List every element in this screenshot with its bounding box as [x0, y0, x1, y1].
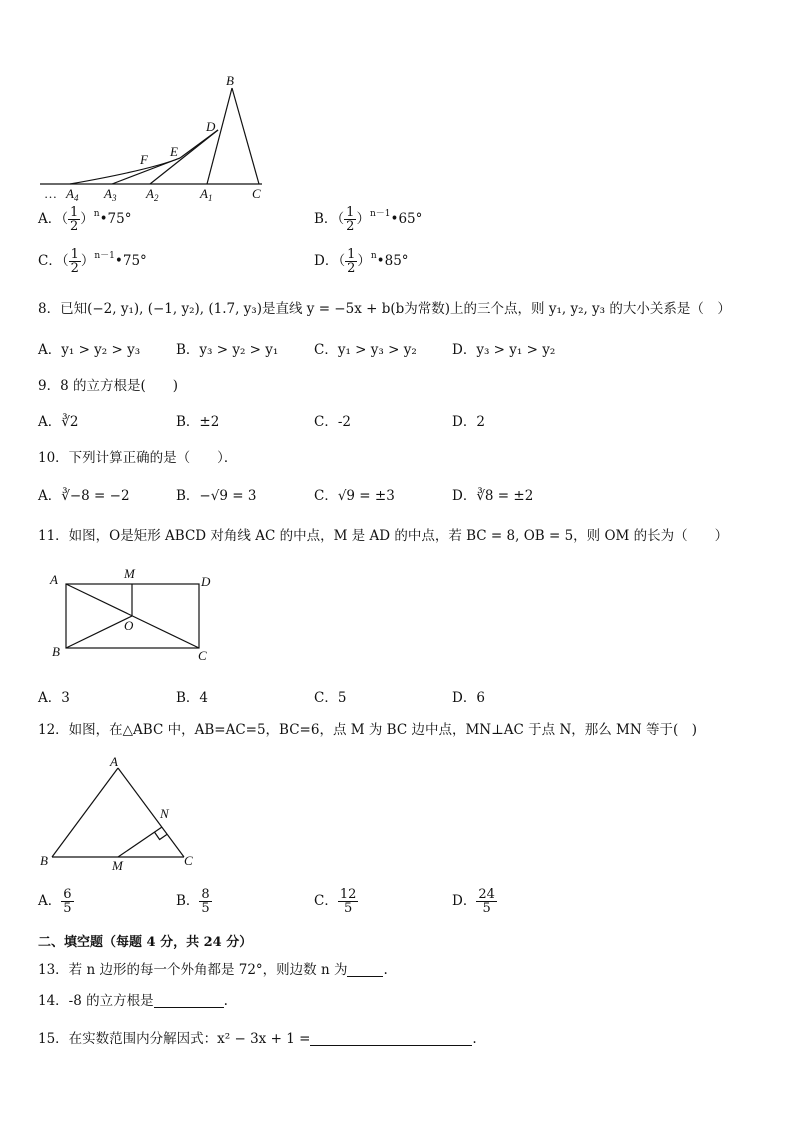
q7-label-a2: $A_2$ — [146, 186, 159, 203]
q11-label-b: B — [52, 644, 60, 659]
q14-answer-blank — [154, 993, 224, 1008]
q12-option-c: C． $\frac{12}{5}$ — [314, 887, 357, 916]
q11-label-d: D — [201, 574, 211, 589]
q11-label-a: A — [50, 572, 58, 587]
q7-label-dots: … — [44, 186, 57, 201]
q7-label-a4: $A_4$ — [66, 186, 79, 203]
q11-stem: 11．如图，O是矩形 ABCD 对角线 AC 的中点，M 是 AD 的中点，若 BC = 8, OB = 5，则 OM 的长为（ ） — [38, 528, 729, 544]
q7-option-c: C．（ $\frac{1}{2}$ ）$^{n-1}$•75° — [38, 247, 147, 276]
q10-option-c: C．√9 = ±3 — [314, 488, 395, 504]
q7-figure — [30, 70, 280, 205]
q8-option-c: C．y₁ > y₃ > y₂ — [314, 342, 417, 358]
q8-option-d: D．y₃ > y₁ > y₂ — [452, 342, 556, 358]
q12-option-d: D． $\frac{24}{5}$ — [452, 887, 495, 916]
q11-label-m: M — [124, 566, 135, 581]
q7-label-a1: $A_1$ — [200, 186, 213, 203]
q12-triangle-figure — [36, 754, 206, 874]
q11-rectangle-figure — [44, 562, 224, 666]
q9-option-b: B．±2 — [176, 414, 220, 430]
q7-label-d: D — [206, 119, 216, 134]
q11-option-a: A．3 — [38, 690, 70, 706]
fraction: $\frac{1}{2}$ — [346, 205, 355, 234]
q10-stem: 10．下列计算正确的是（ ）． — [38, 450, 238, 466]
q7-option-b: B．（ $\frac{1}{2}$ ）$^{n-1}$•65° — [314, 205, 423, 234]
q9-option-a: A．∛2 — [38, 414, 79, 430]
fraction: $\frac{1}{2}$ — [70, 205, 79, 234]
fraction: $\frac{12}{5}$ — [339, 887, 357, 916]
q8-stem: 8．已知(−2, y₁), (−1, y₂), (1.7, y₃)是直线 y = −5x + b(b为常数)上的三个点，则 y₁, y₂, y₃ 的大小关系是（ ） — [38, 301, 731, 317]
q11-option-c: C．5 — [314, 690, 347, 706]
fraction: $\frac{6}{5}$ — [63, 887, 72, 916]
q10-option-b: B．−√9 = 3 — [176, 488, 257, 504]
q8-option-a: A．y₁ > y₂ > y₃ — [38, 342, 141, 358]
q9-stem: 9．8 的立方根是( ) — [38, 378, 179, 394]
q11-label-o: O — [124, 618, 134, 633]
q11-option-b: B．4 — [176, 690, 209, 706]
q12-label-b: B — [40, 853, 48, 868]
q12-stem: 12．如图，在△ABC 中，AB=AC=5，BC=6，点 M 为 BC 边中点，MN⊥AC 于点 N，那么 MN 等于( ) — [38, 722, 698, 738]
q12-option-b: B． $\frac{8}{5}$ — [176, 887, 210, 916]
q7-option-d: D．（ $\frac{1}{2}$ ）$^n$•85° — [314, 247, 409, 276]
q12-option-a: A． $\frac{6}{5}$ — [38, 887, 72, 916]
q9-option-d: D．2 — [452, 414, 485, 430]
q11-label-c: C — [198, 648, 207, 663]
q7-label-e: E — [170, 144, 178, 159]
q7-label-b: B — [226, 73, 234, 88]
q12-label-a: A — [110, 754, 118, 769]
q12-label-n: N — [160, 806, 169, 821]
fraction: $\frac{8}{5}$ — [201, 887, 210, 916]
q7-label-f: F — [140, 152, 148, 167]
q7-option-a: A．（ $\frac{1}{2}$ ）$^n$•75° — [38, 205, 132, 234]
q12-label-m: M — [112, 858, 123, 873]
q7-label-c: C — [252, 186, 261, 201]
q11-option-d: D．6 — [452, 690, 485, 706]
q8-option-b: B．y₃ > y₂ > y₁ — [176, 342, 279, 358]
q15-answer-blank — [310, 1031, 472, 1046]
q10-option-a: A．∛−8 = −2 — [38, 488, 130, 504]
q13-answer-blank — [347, 962, 383, 977]
fraction: $\frac{1}{2}$ — [347, 247, 356, 276]
q7-label-a3: $A_3$ — [104, 186, 117, 203]
section-2-heading: 二、填空题（每题 4 分，共 24 分） — [38, 935, 253, 950]
q15: 15．在实数范围内分解因式：x² − 3x + 1 = . — [38, 1031, 477, 1047]
q9-option-c: C．-2 — [314, 414, 351, 430]
q12-label-c: C — [184, 853, 193, 868]
q10-option-d: D．∛8 = ±2 — [452, 488, 534, 504]
fraction: $\frac{24}{5}$ — [478, 887, 495, 916]
q13: 13．若 n 边形的每一个外角都是 72°，则边数 n 为 . — [38, 962, 388, 978]
fraction: $\frac{1}{2}$ — [70, 247, 79, 276]
q14: 14．-8 的立方根是 . — [38, 993, 228, 1009]
